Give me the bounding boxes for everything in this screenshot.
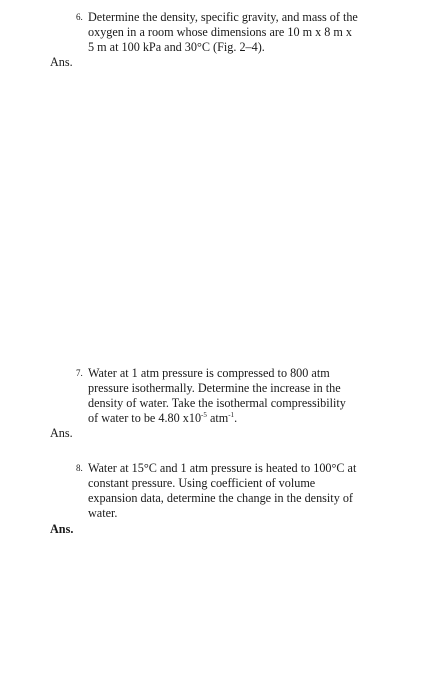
- problem-number: 7.: [76, 368, 83, 378]
- exponent: -5: [201, 411, 207, 419]
- problem-text-line: density of water. Take the isothermal compressibility: [88, 396, 346, 410]
- problem-6: [76, 10, 376, 55]
- compressibility-text: of water to be 4.80 x10: [88, 411, 202, 425]
- problem-text-line: [76, 411, 376, 426]
- problem-text-line: constant pressure. Using coefficient of volume: [88, 476, 316, 490]
- answer-label: Ans.: [50, 55, 73, 69]
- problem-text-line: pressure isothermally. Determine the increase in the: [88, 381, 341, 395]
- problem-text-line: Water at 1 atm pressure is compressed to 800 atm: [88, 366, 330, 380]
- problem-number: 8.: [76, 463, 83, 473]
- problem-7: [76, 366, 376, 426]
- problem-number: 6.: [76, 12, 83, 22]
- problem-text-line: Water at 15°C and 1 atm pressure is heated to 100°C at: [88, 461, 357, 475]
- problem-text-line: 5 m at 100 kPa and 30°C (Fig. 2–4).: [88, 40, 265, 54]
- answer-label: Ans.: [50, 426, 73, 440]
- answer-label: Ans.: [50, 522, 74, 536]
- period: .: [234, 411, 238, 425]
- problem-text-line: Determine the density, specific gravity, and mass of the: [88, 10, 358, 24]
- problem-8: [76, 461, 376, 521]
- problem-text-line: expansion data, determine the change in the density of: [88, 491, 353, 505]
- problem-text-line: oxygen in a room whose dimensions are 10 m x 8 m x: [88, 25, 353, 39]
- exponent: -1: [228, 411, 235, 419]
- unit-text: atm: [206, 411, 229, 425]
- problem-text-line: water.: [88, 506, 118, 520]
